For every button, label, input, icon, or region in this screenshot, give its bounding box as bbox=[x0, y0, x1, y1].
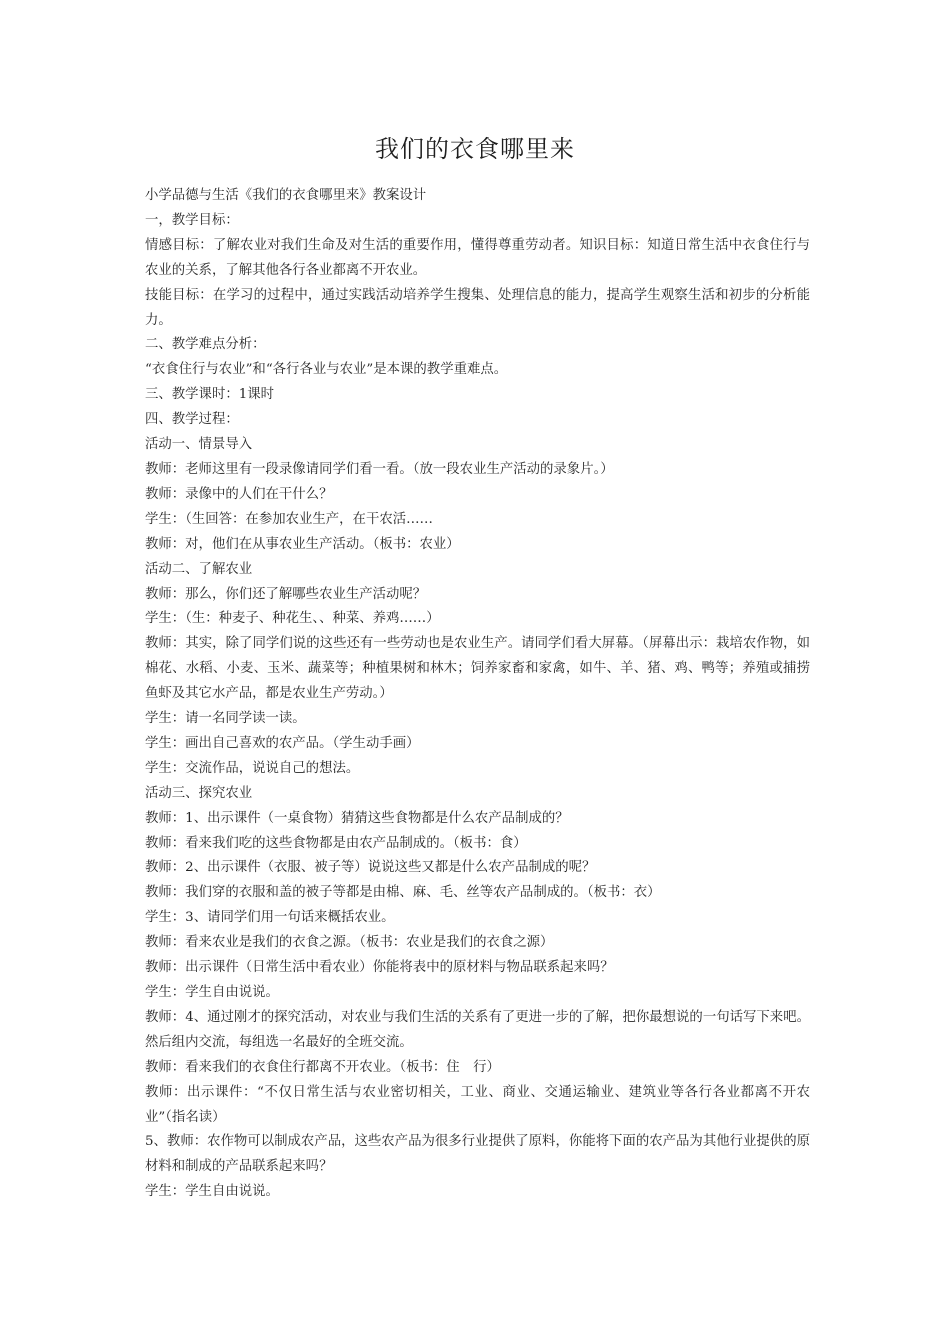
activity-heading: 活动一、情景导入 bbox=[145, 437, 253, 453]
activity-heading: 活动二、了解农业 bbox=[145, 561, 253, 577]
paragraph: “衣食住行与农业”和“各行各业与农业”是本课的教学重难点。 bbox=[145, 362, 508, 378]
paragraph: 技能目标：在学习的过程中，通过实践活动培养学生搜集、处理信息的能力，提高学生观察生活和初步的分析能力。 bbox=[145, 287, 810, 328]
dialogue-line: 学生：交流作品，说说自己的想法。 bbox=[145, 760, 360, 776]
dialogue-line: 教师：1、出示课件（一桌食物）猜猜这些食物都是什么农产品制成的？ bbox=[145, 810, 569, 826]
dialogue-line: 5、教师：农作物可以制成农产品，这些农产品为很多行业提供了原料，你能将下面的农产品为其他行业提供的原材料和制成的产品联系起来吗？ bbox=[145, 1134, 810, 1175]
section-heading: 三、教学课时：1课时 bbox=[145, 387, 275, 403]
dialogue-line: 教师：那么，你们还了解哪些农业生产活动呢？ bbox=[145, 586, 427, 602]
dialogue-line: 教师：老师这里有一段录像请同学们看一看。（放一段农业生产活动的录象片。） bbox=[145, 461, 614, 477]
dialogue-line: 教师：其实，除了同学们说的这些还有一些劳动也是农业生产。请同学们看大屏幕。（屏幕出示：栽培农作物，如棉花、水稻、小麦、玉米、蔬菜等；种植果树和林木；饲养家畜和家禽，如牛、羊、猪、鸡、鸭等；养殖或捕捞鱼虾及其它水产品，都是农业生产劳动。） bbox=[145, 636, 810, 702]
paragraph: 情感目标：了解农业对我们生命及对生活的重要作用，懂得尊重劳动者。知识目标：知道日常生活中衣食住行与农业的关系，了解其他各行各业都离不开农业。 bbox=[145, 237, 810, 278]
dialogue-line: 教师：录像中的人们在干什么？ bbox=[145, 486, 333, 502]
section-heading: 二、教学难点分析： bbox=[145, 337, 266, 353]
dialogue-line: 教师：对，他们在从事农业生产活动。（板书：农业） bbox=[145, 536, 460, 552]
dialogue-line: 教师：4、通过刚才的探究活动，对农业与我们生活的关系有了更进一步的了解，把你最想说的一句话写下来吧。然后组内交流，每组选一名最好的全班交流。 bbox=[145, 1009, 810, 1050]
section-heading: 一，教学目标： bbox=[145, 212, 239, 228]
dialogue-line: 学生：请一名同学读一读。 bbox=[145, 711, 306, 727]
dialogue-line: 教师：出示课件（日常生活中看农业）你能将表中的原材料与物品联系起来吗？ bbox=[145, 960, 614, 976]
dialogue-line: 教师：2、出示课件（衣服、被子等）说说这些又都是什么农产品制成的呢？ bbox=[145, 860, 596, 876]
dialogue-line: 学生：（生：种麦子、种花生、、种菜、养鸡……） bbox=[145, 611, 440, 627]
dialogue-line: 学生：3、请同学们用一句话来概括农业。 bbox=[145, 910, 395, 926]
dialogue-line: 教师：看来我们的衣食住行都离不开农业。（板书：住 行） bbox=[145, 1059, 500, 1075]
activity-heading: 活动三、探究农业 bbox=[145, 785, 253, 801]
dialogue-line: 学生：画出自己喜欢的农产品。（学生动手画） bbox=[145, 735, 420, 751]
dialogue-line: 学生：学生自由说说。 bbox=[145, 1184, 279, 1200]
document-body bbox=[145, 184, 810, 1205]
section-heading: 四、教学过程： bbox=[145, 412, 239, 428]
dialogue-line: 教师：看来农业是我们的衣食之源。（板书：农业是我们的衣食之源） bbox=[145, 935, 554, 951]
subtitle-line: 小学品德与生活《我们的衣食哪里来》教案设计 bbox=[145, 188, 427, 203]
dialogue-line: 教师：出示课件：“不仅日常生活与农业密切相关，工业、商业、交通运输业、建筑业等各行各业都离不开农业”（指名读） bbox=[145, 1084, 810, 1125]
dialogue-line: 学生：学生自由说说。 bbox=[145, 985, 279, 1000]
dialogue-line: 学生：（生回答：在参加农业生产，在干农活…… bbox=[145, 511, 433, 527]
dialogue-line: 教师：看来我们吃的这些食物都是由农产品制成的。（板书：食） bbox=[145, 835, 527, 851]
document-title: 我们的衣食哪里来 bbox=[375, 135, 575, 163]
dialogue-line: 教师：我们穿的衣服和盖的被子等都是由棉、麻、毛、丝等农产品制成的。（板书：衣） bbox=[145, 885, 661, 901]
